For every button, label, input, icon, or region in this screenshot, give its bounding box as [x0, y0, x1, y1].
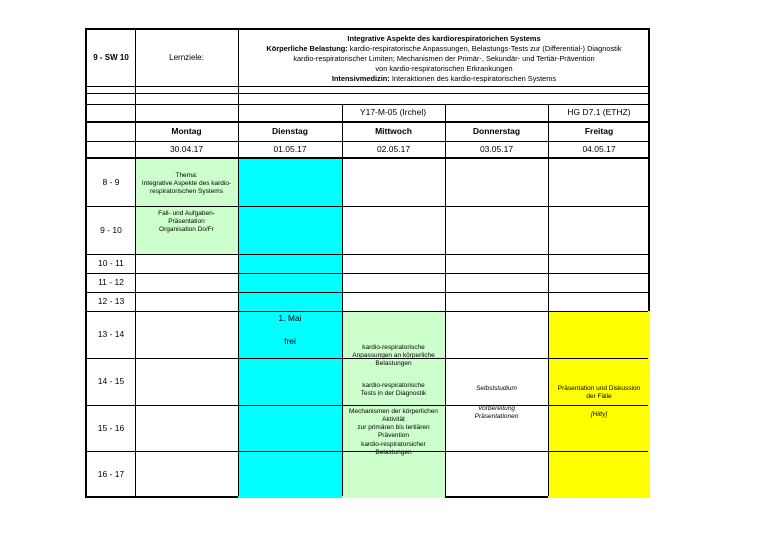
grid-line [87, 405, 648, 406]
day-wednesday: Mittwoch [375, 125, 412, 136]
day-friday: Freitag [584, 125, 614, 136]
date-friday: 04.05.17 [582, 143, 616, 154]
time-slot: 14 - 15 [97, 376, 125, 387]
tuesday-holiday-title: 1. Mai [278, 312, 302, 323]
learning-goals-line3: von kardio-respiratorischen Erkrankungen [375, 64, 513, 73]
date-tuesday: 01.05.17 [273, 143, 307, 154]
friday-lecturer: [Hilty] [590, 410, 608, 418]
time-slot: 10 - 11 [98, 258, 124, 269]
learning-goals-line1: Körperliche Belastung: kardio-respiratorische Anpassungen, Belastungs-Tests zur (Differential-) Diagnostik [266, 44, 622, 53]
week-label: 9 - SW 10 [93, 53, 129, 63]
grid-line [238, 30, 239, 496]
time-slot: 16 - 17 [97, 469, 125, 480]
date-wednesday: 02.05.17 [376, 143, 411, 154]
tuesday-holiday-frei: frei [284, 335, 296, 346]
grid-line [445, 104, 446, 496]
date-monday: 30.04.17 [169, 143, 204, 154]
thursday-vorbereitung: Vorbereitung Präsentationen [474, 404, 519, 420]
wednesday-session-1: kardio-respiratorische Anpassungen an körperliche Belastungen [352, 344, 435, 368]
day-monday: Montag [171, 125, 202, 136]
monday-fall: Fall- und Aufgaben- Präsentation Organisation Do/Fr [158, 210, 215, 234]
grid-line [87, 292, 648, 293]
grid-line [135, 30, 136, 496]
location-friday: HG D7.1 (ETHZ) [567, 107, 631, 118]
learning-goals-line2: kardio-respiratorischer Limiten; Mechanismen der Primär-, Sekundär- und Tertiär-Prävention [293, 54, 595, 63]
day-thursday: Donnerstag [472, 125, 521, 136]
grid-line [87, 311, 648, 312]
day-tuesday: Dienstag [272, 125, 308, 136]
learning-goals [238, 34, 650, 84]
time-slot: 15 - 16 [97, 422, 125, 433]
monday-thema: Thema: Integrative Aspekte des kardio- respiratorischen Systems [141, 172, 232, 196]
location-main: Y17-M-05 (Irchel) [359, 107, 427, 118]
grid-line [87, 86, 648, 87]
date-thursday: 03.05.17 [479, 143, 514, 154]
learning-goals-title: Integrative Aspekte des kardiorespiratorichen Systems [347, 34, 541, 43]
timetable [85, 28, 650, 498]
time-slot: 13 - 14 [97, 329, 125, 340]
grid-line [548, 104, 549, 496]
learning-goals-line4: Intensivmedizin: Interaktionen des kardio-respiratorischen Systems [331, 74, 557, 83]
lernziele-label: Lernziele: [169, 53, 204, 63]
grid-line [87, 93, 648, 94]
grid-line [87, 254, 648, 255]
time-slot: 8 - 9 [102, 177, 120, 188]
grid-line [87, 157, 648, 159]
time-slot: 9 - 10 [100, 224, 122, 235]
wednesday-session-3: Mechanismen der körperlichen Aktivität zur primären bis tertiären Prävention kardio-respiratorsicher Belastungen [349, 408, 438, 456]
tuesday-holiday-block [238, 159, 342, 498]
grid-line [87, 273, 648, 274]
friday-presentation: Präsentation und Diskussion der Fälle [557, 384, 641, 400]
wednesday-session-2: kardio-respiratorische Tests in der Diagnostik [360, 382, 427, 398]
time-slot: 11 - 12 [98, 277, 124, 288]
grid-line [87, 206, 648, 207]
time-slot: 12 - 13 [97, 296, 125, 307]
thursday-selbststudium: Selbststudium [476, 384, 517, 392]
